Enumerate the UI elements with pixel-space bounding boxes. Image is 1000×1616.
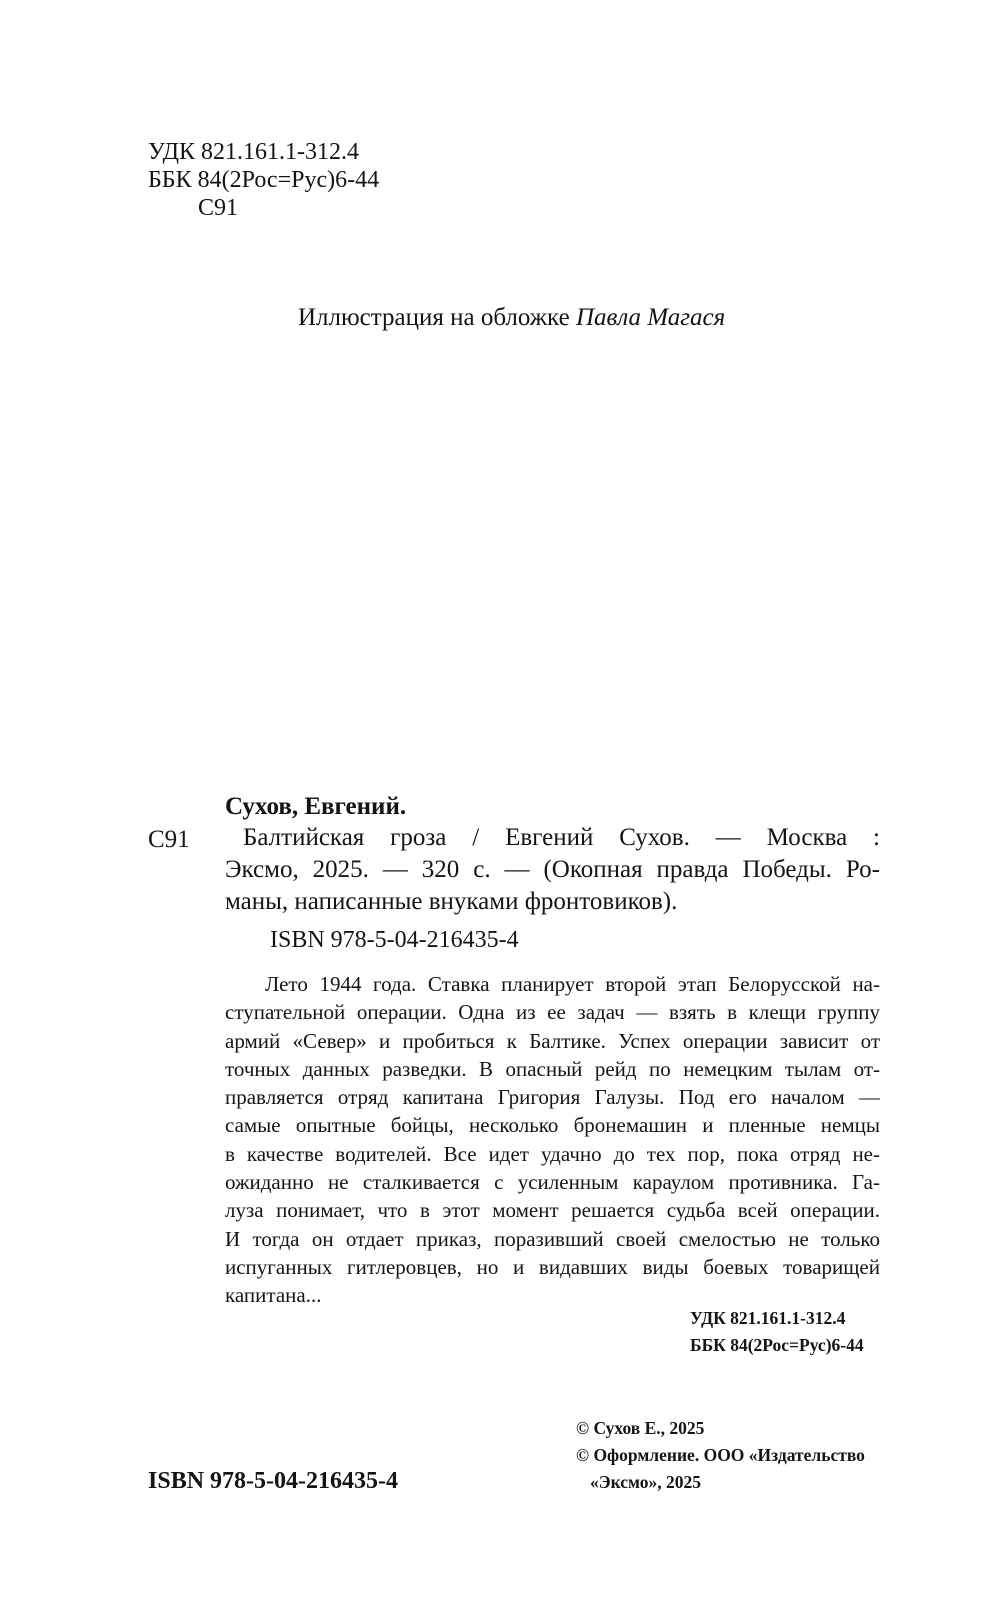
annotation-line: армий «Север» и пробиться к Балтике. Успех операции зависит от — [225, 1028, 880, 1053]
annotation-line: правляется отряд капитана Григория Галузы. Под его началом — — [225, 1085, 880, 1110]
author-mark: С91 — [198, 195, 239, 221]
illustration-credit — [298, 304, 725, 332]
bbk-code: ББК 84(2Рос=Рус)6-44 — [148, 167, 380, 193]
annotation-line: ожиданно не сталкивается с усиленным караулом противника. Га- — [225, 1170, 880, 1195]
annotation — [225, 970, 880, 1310]
bottom-udk-code: УДК 821.161.1-312.4 — [690, 1308, 846, 1328]
record-author: Сухов, Евгений. — [225, 793, 407, 820]
annotation-line: точных данных разведки. В опасный рейд по немецким тылам от- — [225, 1056, 880, 1081]
description-line: маны, написанные внуками фронтовиков). — [225, 888, 678, 915]
description-line: Эксмо, 2025. — 320 с. — (Окопная правда Победы. Ро- — [225, 856, 880, 883]
annotation-line: в качестве водителей. Все идет удачно до тех пор, пока отряд не- — [225, 1141, 880, 1166]
footer-isbn: ISBN 978-5-04-216435-4 — [148, 1468, 398, 1494]
record-code: С91 — [148, 826, 190, 853]
annotation-line: капитана... — [225, 1283, 322, 1308]
udk-code: УДК 821.161.1-312.4 — [148, 139, 359, 165]
annotation-line: испуганных гитлеровцев, но и видавших виды боевых товарищей — [225, 1254, 880, 1279]
classification-block — [148, 138, 379, 222]
bibliographic-description — [225, 822, 880, 918]
copyright-publisher: «Эксмо», 2025 — [590, 1472, 701, 1492]
record-isbn: ISBN 978-5-04-216435-4 — [270, 927, 519, 953]
copyright-author: © Сухов Е., 2025 — [576, 1418, 705, 1438]
annotation-line: луза понимает, что в этот момент решается судьба всей операции. — [225, 1198, 880, 1223]
annotation-line: самые опытные бойцы, несколько бронемашин и пленные немцы — [225, 1113, 880, 1138]
description-line: Балтийская гроза / Евгений Сухов. — Москва : — [243, 824, 880, 851]
illustration-artist: Павла Магася — [575, 304, 726, 331]
annotation-line: ступательной операции. Одна из ее задач — взять в клещи группу — [225, 1000, 880, 1025]
illustration-prefix: Иллюстрация на обложке — [298, 304, 570, 331]
annotation-line: Лето 1944 года. Ставка планирует второй этап Белорусской на- — [265, 972, 880, 996]
bottom-bbk-code: ББК 84(2Рос=Рус)6-44 — [690, 1335, 864, 1355]
copyright-design: © Оформление. ООО «Издательство — [576, 1445, 865, 1465]
copyright-block — [576, 1415, 865, 1496]
annotation-line: И тогда он отдает приказ, поразивший своей смелостью не только — [225, 1226, 880, 1251]
bottom-classification — [690, 1305, 864, 1359]
